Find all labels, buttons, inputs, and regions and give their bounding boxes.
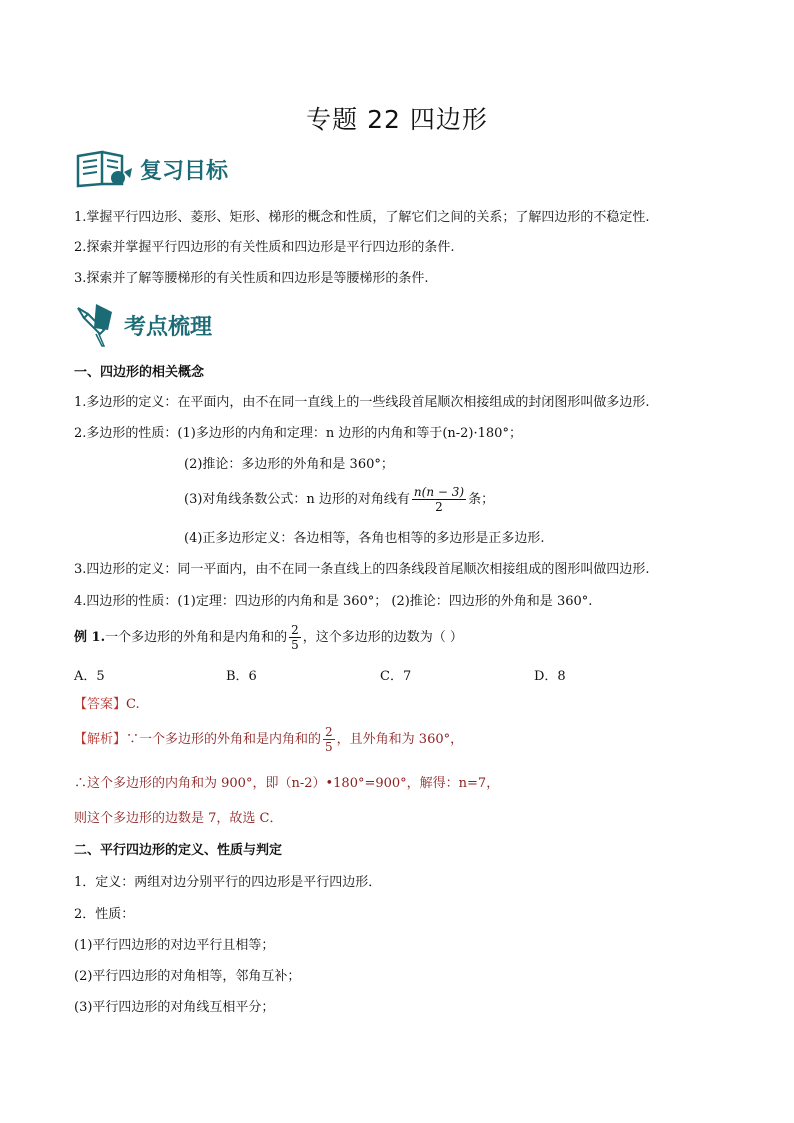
formula-numerator: n(n − 3) bbox=[413, 485, 465, 499]
fraction-numerator: 2 bbox=[291, 623, 299, 637]
fraction bbox=[323, 725, 335, 754]
answer-tag: 【答案】 bbox=[74, 697, 127, 712]
question-text: 一个多边形的外角和是内角和的 bbox=[105, 630, 288, 645]
analysis-line: ∴这个多边形的内角和为 900°，即（n-2）•180°=900°，解得：n=7， bbox=[74, 776, 500, 791]
book-reader-icon bbox=[74, 148, 134, 190]
formula-denominator: 2 bbox=[435, 500, 443, 514]
analysis-line bbox=[74, 724, 463, 756]
fraction bbox=[289, 623, 301, 652]
example-label: 例 1. bbox=[74, 630, 106, 645]
definition-parallelogram: 1．定义：两组对边分别平行的四边形是平行四边形． bbox=[74, 875, 382, 890]
question-text: ，这个多边形的边数为（ ） bbox=[302, 630, 463, 645]
quadrilateral-property: 4.四边形的性质：(1)定理：四边形的内角和是 360°； (2)推论：四边形的外角和是 360°. bbox=[74, 594, 593, 609]
polygon-property: (2)推论：多边形的外角和是 360°； bbox=[184, 457, 394, 472]
section-header-goals bbox=[74, 148, 228, 190]
example-question bbox=[74, 622, 463, 654]
analysis-tag: 【解析】 bbox=[74, 732, 127, 747]
part-heading: 一、四边形的相关概念 bbox=[74, 365, 205, 380]
analysis-line: 则这个多边形的边数是 7，故选 C． bbox=[74, 811, 283, 826]
property-text: 条； bbox=[468, 492, 495, 507]
section-title-goals: 复习目标 bbox=[140, 158, 229, 184]
polygon-property bbox=[184, 484, 494, 516]
diagonal-formula bbox=[412, 485, 466, 514]
pencil-leaf-icon bbox=[74, 300, 118, 350]
choice-c: C．7 bbox=[380, 669, 412, 684]
analysis-text: ∵一个多边形的外角和是内角和的 bbox=[126, 732, 322, 747]
choice-b: B．6 bbox=[226, 669, 257, 684]
choice-d: D．8 bbox=[534, 669, 566, 684]
answer-line bbox=[74, 696, 140, 714]
analysis-text: ，且外角和为 360°， bbox=[336, 732, 464, 747]
answer-value: C. bbox=[126, 697, 140, 712]
section-header-review bbox=[74, 300, 212, 350]
polygon-property: 2.多边形的性质：(1)多边形的内角和定理：n 边形的内角和等于(n-2)·180°； bbox=[74, 426, 522, 441]
fraction-denominator: 5 bbox=[291, 638, 299, 652]
property-text: (3)对角线条数公式：n 边形的对角线有 bbox=[184, 492, 410, 507]
choice-a: A．5 bbox=[74, 669, 105, 684]
property-heading: 2．性质： bbox=[74, 907, 135, 922]
fraction-denominator: 5 bbox=[325, 740, 333, 754]
goal-item: 2.探索并掌握平行四边形的有关性质和四边形是平行四边形的条件. bbox=[74, 240, 455, 255]
fraction-numerator: 2 bbox=[325, 725, 333, 739]
part-heading: 二、平行四边形的定义、性质与判定 bbox=[74, 843, 283, 858]
section-title-review: 考点梳理 bbox=[124, 314, 213, 340]
parallelogram-property: (1)平行四边形的对边平行且相等； bbox=[74, 938, 275, 953]
page-title: 专题 22 四边形 bbox=[306, 105, 488, 134]
goal-item: 3.探索并了解等腰梯形的有关性质和四边形是等腰梯形的条件. bbox=[74, 271, 429, 286]
goal-item: 1.掌握平行四边形、菱形、矩形、梯形的概念和性质，了解它们之间的关系；了解四边形的不稳定性. bbox=[74, 210, 650, 225]
parallelogram-property: (3)平行四边形的对角线互相平分； bbox=[74, 1000, 275, 1015]
definition-polygon: 1.多边形的定义：在平面内，由不在同一直线上的一些线段首尾顺次相接组成的封闭图形叫做多边形. bbox=[74, 395, 650, 410]
parallelogram-property: (2)平行四边形的对角相等，邻角互补； bbox=[74, 969, 301, 984]
polygon-property: (4)正多边形定义：各边相等，各角也相等的多边形是正多边形. bbox=[184, 531, 545, 546]
definition-quadrilateral: 3.四边形的定义：同一平面内，由不在同一条直线上的四条线段首尾顺次相接组成的图形叫做四边形. bbox=[74, 562, 650, 577]
